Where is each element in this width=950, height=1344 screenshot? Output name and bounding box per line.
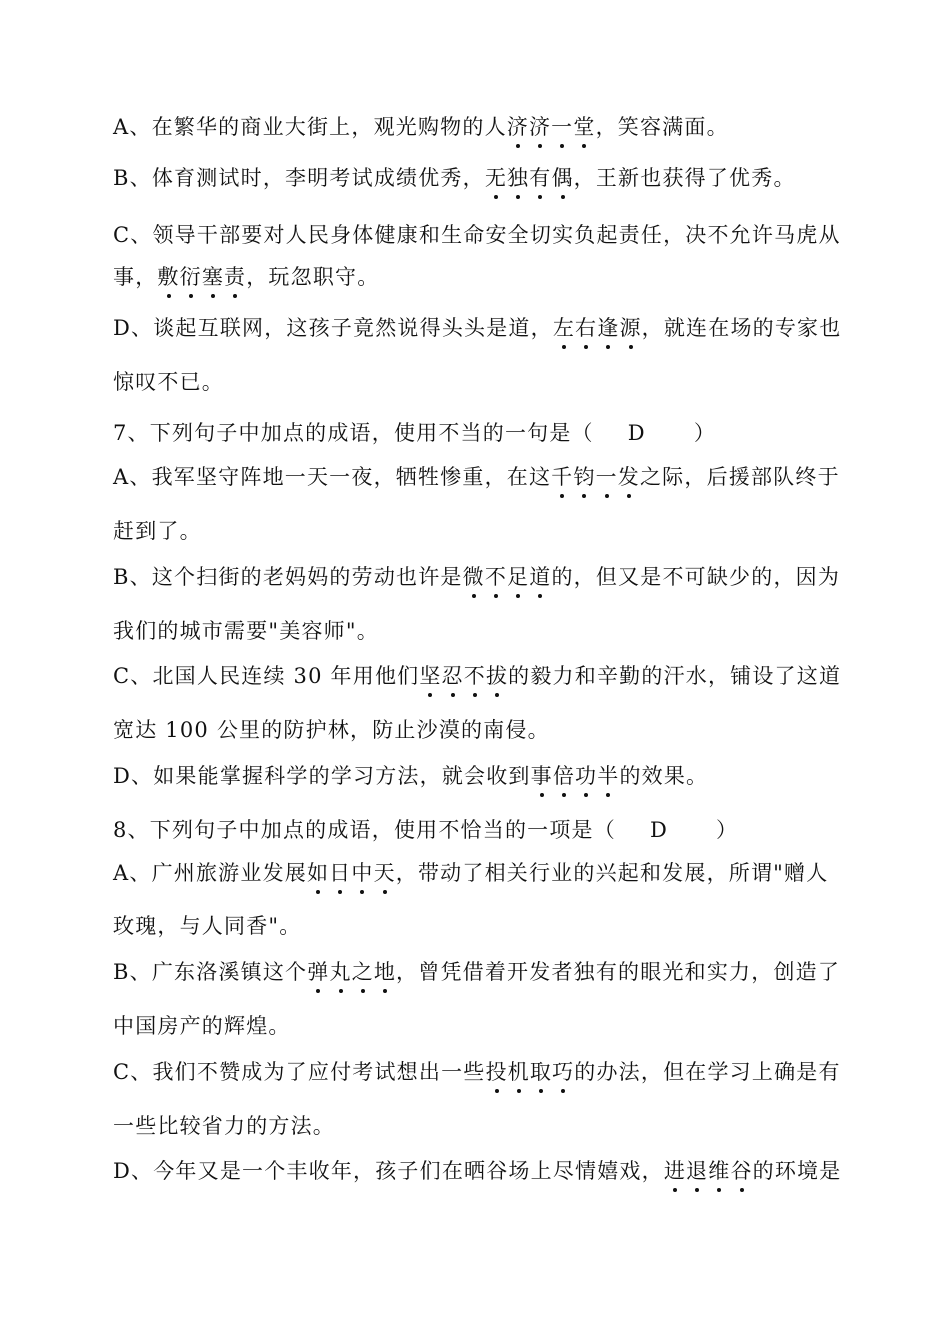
dotted-char: 千 xyxy=(551,462,573,492)
dotted-char: 维 xyxy=(708,1156,730,1186)
q7-option-b-line1 xyxy=(113,562,843,592)
dotted-char: 一 xyxy=(551,112,573,142)
dotted-char: 有 xyxy=(529,163,551,193)
dotted-char: 丸 xyxy=(329,957,351,987)
q8-option-b-text: B、广东洛溪镇这个 xyxy=(113,960,308,984)
q8-stem xyxy=(113,815,843,845)
q7-stem-close: ） xyxy=(693,421,717,445)
q8-stem-text: 8、下列句子中加点的成语，使用不恰当的一项是（ xyxy=(113,818,616,842)
dotted-char: 足 xyxy=(507,562,529,592)
q7-option-d xyxy=(113,761,843,791)
q6-option-c-line1: C、领导干部要对人民身体健康和生命安全切实负起责任，决不允许马虎从 xyxy=(113,223,841,247)
q8-option-a-text: A、广州旅游业发展 xyxy=(113,861,307,885)
dotted-char: 拔 xyxy=(486,661,508,691)
dotted-char: 堂 xyxy=(573,112,595,142)
q7-option-c-text-end: 的毅力和辛勤的汗水，铺设了这道 xyxy=(508,664,842,688)
q7-option-c-line2: 宽达 100 公里的防护林，防止沙漠的南侵。 xyxy=(113,718,550,742)
dotted-char: 一 xyxy=(596,462,618,492)
q6-option-b-text-end: ，王新也获得了优秀。 xyxy=(573,166,796,190)
q6-option-b xyxy=(113,163,843,193)
dotted-char: 源 xyxy=(619,313,641,343)
q6-option-c-text-end: ，玩忽职守。 xyxy=(246,265,380,289)
q7-option-b-text-end: 的，但又是不可缺少的，因为 xyxy=(551,565,841,589)
dotted-char: 敷 xyxy=(157,262,179,292)
dotted-char: 如 xyxy=(307,858,329,888)
q6-option-d-line2: 惊叹不已。 xyxy=(113,370,224,394)
dotted-char: 取 xyxy=(530,1057,552,1087)
dotted-char: 发 xyxy=(618,462,640,492)
q6-option-d-line1 xyxy=(113,313,843,343)
q8-option-a-line2: 玫瑰，与人同香"。 xyxy=(113,914,302,938)
dotted-char: 日 xyxy=(329,858,351,888)
q8-option-a-text-end: ，带动了相关行业的兴起和发展，所谓"赠人 xyxy=(395,861,829,885)
q7-option-c-line1 xyxy=(113,661,843,691)
dotted-char: 弹 xyxy=(307,957,329,987)
q6-option-a-text: A、在繁华的商业大街上，观光购物的人 xyxy=(113,115,507,139)
q8-option-d xyxy=(113,1156,843,1186)
dotted-char: 倍 xyxy=(553,761,575,791)
q7-option-b-text: B、这个扫街的老妈妈的劳动也许是 xyxy=(113,565,463,589)
dotted-char: 责 xyxy=(224,262,246,292)
q8-option-d-text-end: 的环境是 xyxy=(752,1159,842,1183)
dotted-char: 之 xyxy=(352,957,374,987)
q8-option-c-text-end: 的办法，但在学习上确是有 xyxy=(574,1060,841,1084)
q6-option-a xyxy=(113,112,843,142)
dotted-char: 不 xyxy=(464,661,486,691)
q7-option-d-text-end: 的效果。 xyxy=(619,764,709,788)
q7-option-c-text: C、北国人民连续 30 年用他们 xyxy=(113,664,420,688)
q7-option-b-line2: 我们的城市需要"美容师"。 xyxy=(113,619,379,643)
q8-option-d-text: D、今年又是一个丰收年，孩子们在晒谷场上尽情嬉戏， xyxy=(113,1159,664,1183)
q7-option-d-text: D、如果能掌握科学的学习方法，就会收到 xyxy=(113,764,531,788)
dotted-char: 无 xyxy=(485,163,507,193)
q6-option-d-text: D、谈起互联网，这孩子竟然说得头头是道， xyxy=(113,316,553,340)
q7-option-a-line1 xyxy=(113,462,843,492)
dotted-char: 济 xyxy=(529,112,551,142)
dotted-char: 巧 xyxy=(552,1057,574,1087)
dotted-char: 忍 xyxy=(442,661,464,691)
dotted-char: 微 xyxy=(463,562,485,592)
q6-option-b-text: B、体育测试时，李明考试成绩优秀， xyxy=(113,166,485,190)
q6-option-c-text: 事， xyxy=(113,265,158,289)
q6-option-c-line2 xyxy=(113,262,843,292)
q7-option-a-text: A、我军坚守阵地一天一夜，牺牲惨重，在这 xyxy=(113,465,552,489)
q7-answer: D xyxy=(627,421,646,445)
dotted-char: 中 xyxy=(351,858,373,888)
dotted-char: 地 xyxy=(374,957,396,987)
dotted-char: 钧 xyxy=(573,462,595,492)
dotted-char: 道 xyxy=(529,562,551,592)
dotted-char: 左 xyxy=(553,313,575,343)
dotted-char: 天 xyxy=(374,858,396,888)
q7-stem xyxy=(113,418,843,448)
q8-option-b-line2: 中国房产的辉煌。 xyxy=(113,1014,291,1038)
q6-option-d-text-end: ，就连在场的专家也 xyxy=(641,316,842,340)
dotted-char: 坚 xyxy=(419,661,441,691)
dotted-char: 偶 xyxy=(551,163,573,193)
q8-stem-close: ） xyxy=(716,818,739,842)
dotted-char: 功 xyxy=(575,761,597,791)
dotted-char: 投 xyxy=(485,1057,507,1087)
q8-option-c-text: C、我们不赞成为了应付考试想出一些 xyxy=(113,1060,486,1084)
q8-option-a-line1 xyxy=(113,858,843,888)
q7-stem-text: 7、下列句子中加点的成语，使用不当的一句是（ xyxy=(113,421,594,445)
dotted-char: 独 xyxy=(507,163,529,193)
q8-option-b-text-end: ，曾凭借着开发者独有的眼光和实力，创造了 xyxy=(396,960,841,984)
dotted-char: 机 xyxy=(508,1057,530,1087)
dotted-char: 进 xyxy=(664,1156,686,1186)
dotted-char: 退 xyxy=(686,1156,708,1186)
dotted-char: 半 xyxy=(597,761,619,791)
dotted-char: 不 xyxy=(485,562,507,592)
dotted-char: 逢 xyxy=(597,313,619,343)
q7-option-a-line2: 赶到了。 xyxy=(113,519,202,543)
q6-option-a-text-end: ，笑容满面。 xyxy=(595,115,729,139)
dotted-char: 事 xyxy=(531,761,553,791)
dotted-char: 衍 xyxy=(180,262,202,292)
q8-option-c-line2: 一些比较省力的方法。 xyxy=(113,1114,335,1138)
dotted-char: 谷 xyxy=(730,1156,752,1186)
q7-option-a-text-end: 之际，后援部队终于 xyxy=(639,465,840,489)
dotted-char: 右 xyxy=(575,313,597,343)
q8-option-b-line1 xyxy=(113,957,843,987)
q8-option-c-line1 xyxy=(113,1057,843,1087)
q8-answer: D xyxy=(649,818,669,842)
dotted-char: 济 xyxy=(507,112,529,142)
dotted-char: 塞 xyxy=(202,262,224,292)
